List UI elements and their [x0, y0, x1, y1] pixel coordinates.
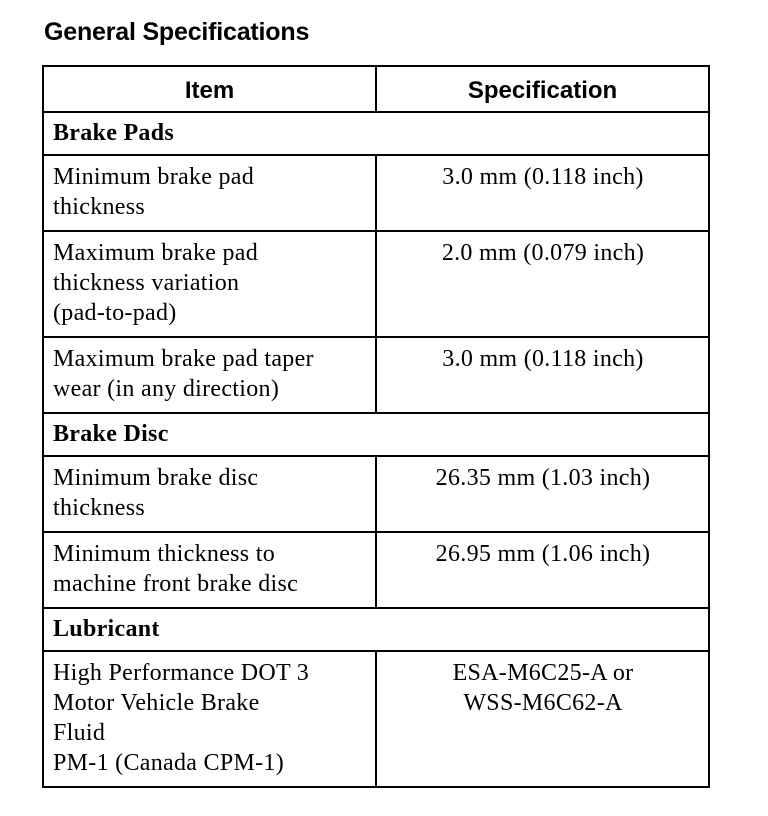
- table-body: [43, 112, 709, 787]
- item-text-line: (pad-to-pad): [53, 300, 177, 326]
- item-text-line: High Performance DOT 3: [53, 660, 310, 686]
- specification-text-line: 3.0 mm (0.118 inch): [442, 164, 644, 190]
- section-heading: Brake Pads: [43, 112, 709, 155]
- specification-text-line: 2.0 mm (0.079 inch): [441, 240, 645, 266]
- item-text-line: Motor Vehicle Brake: [53, 690, 260, 716]
- item-cell: [43, 651, 376, 787]
- section-row: [43, 413, 709, 456]
- section-row: [43, 112, 709, 155]
- table-header-row: [43, 66, 709, 112]
- section-heading: Lubricant: [43, 608, 709, 651]
- table-row: [43, 155, 709, 231]
- table-row: [43, 532, 709, 608]
- item-text-line: Minimum brake disc: [53, 465, 259, 491]
- item-cell: [43, 337, 376, 413]
- specification-cell: [376, 155, 709, 231]
- item-cell: [43, 532, 376, 608]
- column-header-item: Item: [43, 66, 376, 112]
- specification-text-line: 26.95 mm (1.06 inch): [435, 541, 651, 567]
- specification-cell: [376, 532, 709, 608]
- item-text-line: wear (in any direction): [53, 376, 280, 402]
- specification-cell: [376, 337, 709, 413]
- specification-text-line: ESA-M6C25-A or: [452, 660, 634, 686]
- table-row: [43, 651, 709, 787]
- item-text-line: Maximum brake pad: [53, 240, 259, 266]
- item-text-line: Minimum brake pad: [53, 164, 255, 190]
- item-cell: [43, 155, 376, 231]
- item-text-line: thickness: [53, 495, 146, 521]
- item-text-line: Fluid: [53, 720, 106, 746]
- specification-text-line: 26.35 mm (1.03 inch): [435, 465, 651, 491]
- specification-cell: [376, 231, 709, 337]
- item-text-line: thickness: [53, 194, 146, 220]
- item-cell: [43, 231, 376, 337]
- item-text-line: Minimum thickness to: [53, 541, 275, 567]
- table-row: [43, 231, 709, 337]
- item-text-line: Maximum brake pad taper: [53, 346, 314, 372]
- item-text-line: PM-1 (Canada CPM-1): [53, 750, 285, 776]
- item-cell: [43, 456, 376, 532]
- column-header-specification: Specification: [376, 66, 709, 112]
- table-row: [43, 456, 709, 532]
- table-row: [43, 337, 709, 413]
- specifications-table: [42, 65, 710, 788]
- section-heading: Brake Disc: [43, 413, 709, 456]
- item-text-line: thickness variation: [53, 270, 240, 296]
- section-row: [43, 608, 709, 651]
- specification-text-line: WSS-M6C62-A: [463, 690, 623, 716]
- page-title: General Specifications: [44, 18, 310, 46]
- specification-text-line: 3.0 mm (0.118 inch): [442, 346, 644, 372]
- specification-cell: [376, 651, 709, 787]
- specification-cell: [376, 456, 709, 532]
- item-text-line: machine front brake disc: [53, 571, 299, 597]
